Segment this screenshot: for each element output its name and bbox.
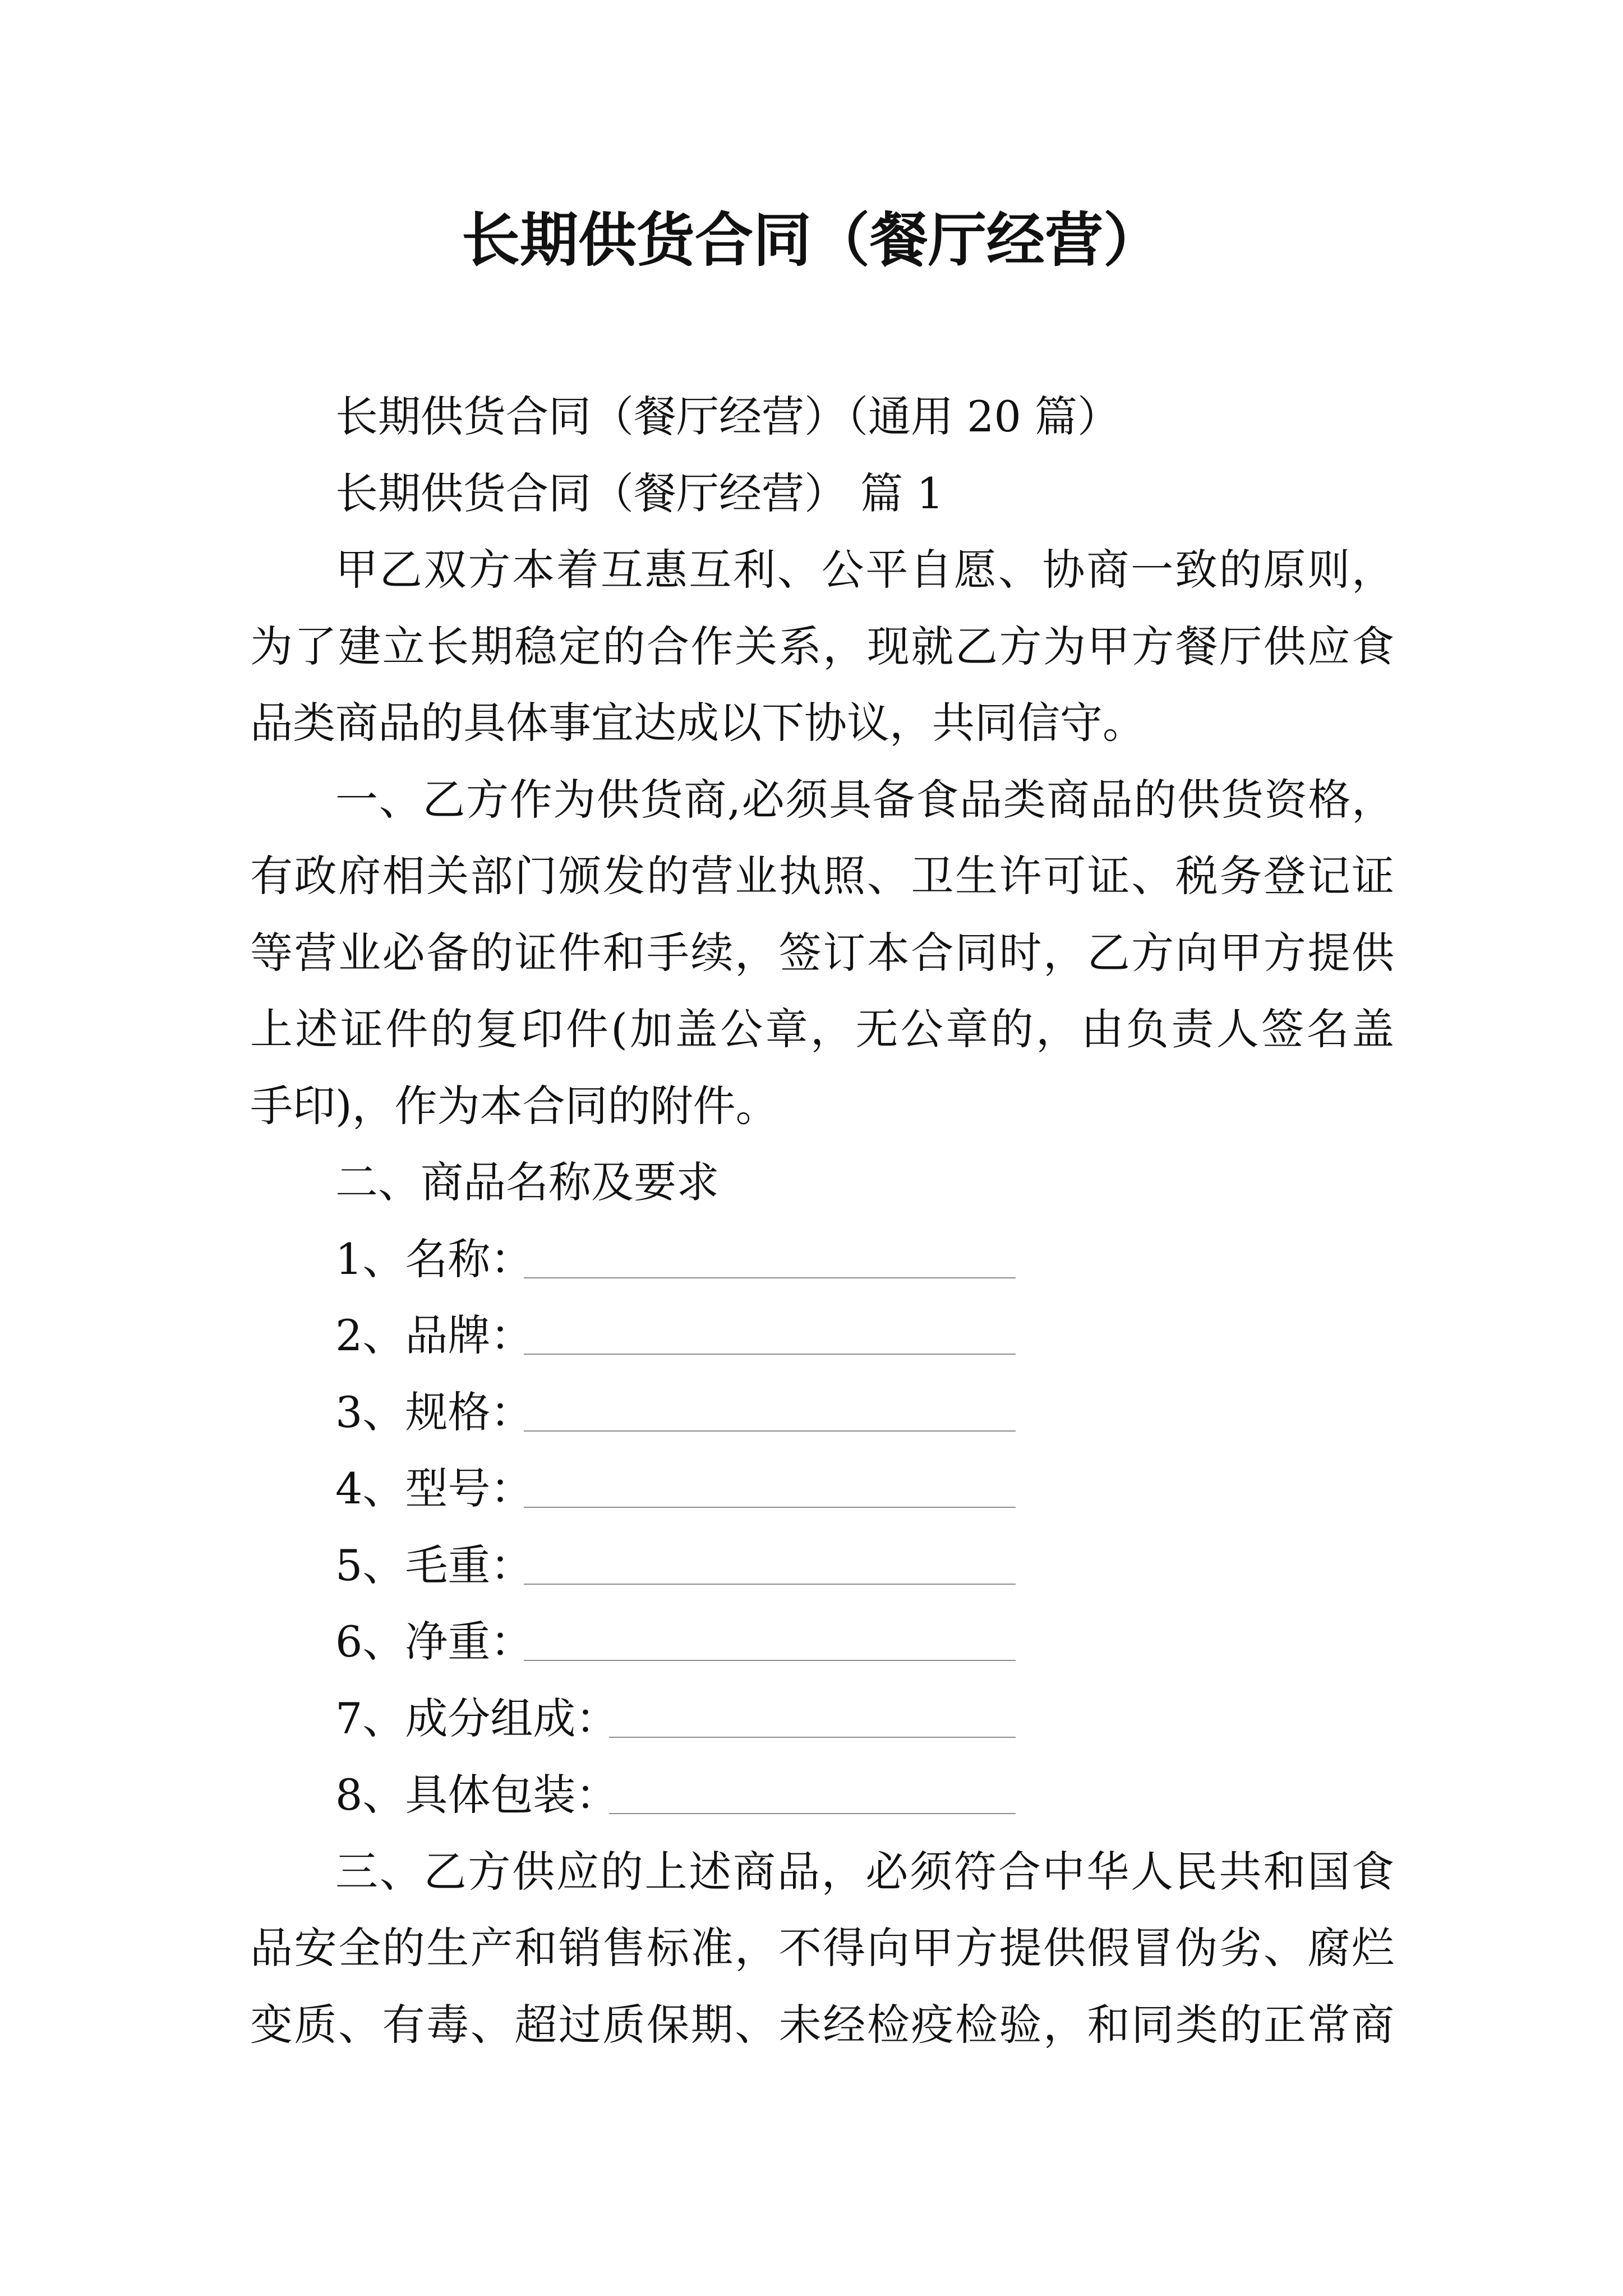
field-label: 5、毛重： <box>335 1540 533 1590</box>
field-label: 7、成分组成： <box>335 1693 619 1743</box>
clause-2-field-list <box>250 1221 1394 1834</box>
document-body <box>250 379 1394 2063</box>
field-label: 4、型号： <box>335 1464 533 1513</box>
fill-in-field <box>250 1451 1016 1527</box>
fill-in-field <box>250 1681 1016 1757</box>
fill-in-field <box>250 1527 1016 1604</box>
fill-in-blank-line <box>524 1297 1016 1355</box>
part-heading: 长期供货合同（餐厅经营） 篇 1 <box>335 468 944 518</box>
clause-2-heading: 二、商品名称及要求 <box>335 1157 719 1207</box>
paragraph-line: 品类商品的具体事宜达成以下协议，共同信守。 <box>250 698 1145 748</box>
field-label: 2、品牌： <box>335 1310 533 1360</box>
clause-3-paragraph <box>250 1834 1394 2064</box>
paragraph-line: 手印)，作为本合同的附件。 <box>250 1080 778 1131</box>
paragraph-line: 等营业必备的证件和手续，签订本合同时，乙方向甲方提供 <box>250 927 1394 978</box>
paragraph-line: 甲乙双方本着互惠互利、公平自愿、协商一致的原则， <box>335 545 1394 595</box>
fill-in-blank-line <box>524 1451 1016 1508</box>
fill-in-blank-line <box>524 1527 1016 1585</box>
fill-in-field <box>250 1297 1016 1374</box>
paragraph-line: 上述证件的复印件(加盖公章，无公章的，由负责人签名盖 <box>250 1004 1394 1054</box>
field-label: 8、具体包装： <box>335 1770 619 1820</box>
paragraph-line: 为了建立长期稳定的合作关系，现就乙方为甲方餐厅供应食 <box>250 621 1394 671</box>
fill-in-blank-line <box>524 1604 1016 1661</box>
collection-heading: 长期供货合同（餐厅经营）（通用 20 篇） <box>335 392 1121 441</box>
paragraph-line: 变质、有毒、超过质保期、未经检疫检验，和同类的正常商 <box>250 1999 1394 2050</box>
fill-in-field <box>250 1604 1016 1681</box>
field-label: 1、名称： <box>335 1234 533 1284</box>
field-label: 3、规格： <box>335 1387 533 1437</box>
paragraph-line: 品安全的生产和销售标准，不得向甲方提供假冒伪劣、腐烂 <box>250 1923 1394 1973</box>
field-label: 6、净重： <box>335 1617 533 1667</box>
fill-in-field <box>250 1374 1016 1451</box>
document-title: 长期供货合同（餐厅经营） <box>461 205 1161 274</box>
fill-in-blank-line <box>524 1221 1016 1278</box>
fill-in-field <box>250 1757 1016 1834</box>
clause-1-paragraph <box>250 762 1394 1145</box>
fill-in-blank-line <box>609 1757 1016 1814</box>
paragraph-line: 三、乙方供应的上述商品，必须符合中华人民共和国食 <box>335 1846 1394 1897</box>
paragraph-line: 有政府相关部门颁发的营业执照、卫生许可证、税务登记证 <box>250 851 1394 901</box>
paragraph-line: 一、乙方作为供货商,必须具备食品类商品的供货资格， <box>335 774 1394 825</box>
fill-in-blank-line <box>609 1681 1016 1738</box>
fill-in-field <box>250 1221 1016 1298</box>
intro-paragraph <box>250 532 1394 762</box>
fill-in-blank-line <box>524 1374 1016 1432</box>
